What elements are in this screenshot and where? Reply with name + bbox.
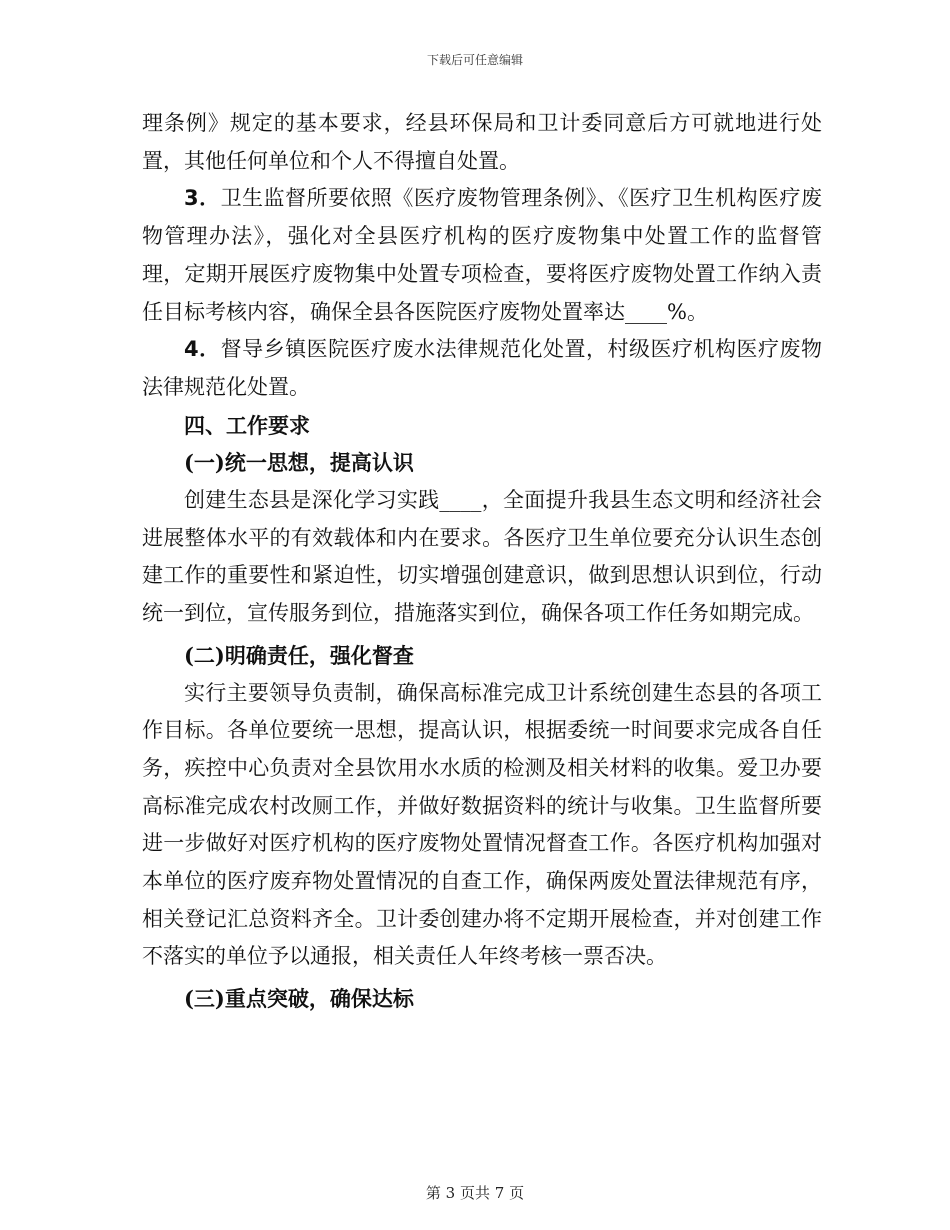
paragraph-text: 卫生监督所要依照《医疗废物管理条例》、《医疗卫生机构医疗废物管理办法》，强化对全县医疗机构的医疗废物集中处置工作的监督管理，定期开展医疗废物集中处置专项检查，要将医疗废物处置工作纳入责任目标考核内容，确保全县各医院医疗废物处置率达____%。 <box>142 186 822 324</box>
paragraph-item-4 <box>142 331 822 406</box>
section-heading: 四、工作要求 <box>184 412 310 438</box>
subsection-heading-3: (三)重点突破，确保达标 <box>184 986 414 1012</box>
paragraph-continuation <box>142 105 822 180</box>
paragraph-item-3 <box>142 180 822 331</box>
page-header: 下载后可任意编辑 <box>426 53 523 67</box>
paragraph-text: 理条例》规定的基本要求，经县环保局和卫计委同意后方可就地进行处置，其他任何单位和个人不得擅自处置。 <box>142 111 822 173</box>
item-number: 4． <box>184 337 221 362</box>
paragraph-subsection-1: 创建生态县是深化学习实践____，全面提升我县生态文明和经济社会进展整体水平的有效载体和内在要求。各医疗卫生单位要充分认识生态创建工作的重要性和紧迫性，切实增强创建意识，做到思想认识到位，行动统一到位，宣传服务到位，措施落实到位，确保各项工作任务如期完成。 <box>142 488 822 626</box>
subsection-heading-1: (一)统一思想，提高认识 <box>184 450 414 476</box>
subsection-heading-2: (二)明确责任，强化督查 <box>184 642 414 668</box>
paragraph-subsection-2: 实行主要领导负责制，确保高标准完成卫计系统创建生态县的各项工作目标。各单位要统一思想，提高认识，根据委统一时间要求完成各自任务，疾控中心负责对全县饮用水水质的检测及相关材料的收集。爱卫办要高标准完成农村改厕工作，并做好数据资料的统计与收集。卫生监督所要进一步做好对医疗机构的医疗废物处置情况督查工作。各医疗机构加强对本单位的医疗废弃物处置情况的自查工作，确保两废处置法律规范有序，相关登记汇总资料齐全。卫计委创建办将不定期开展检查，并对创建工作不落实的单位予以通报，相关责任人年终考核一票否决。 <box>142 680 822 969</box>
item-number: 3． <box>184 186 221 211</box>
paragraph-text: 督导乡镇医院医疗废水法律规范化处置，村级医疗机构医疗废物法律规范化处置。 <box>142 337 822 399</box>
page-footer: 第 3 页共 7 页 <box>425 1184 525 1202</box>
document-body <box>142 105 822 1018</box>
